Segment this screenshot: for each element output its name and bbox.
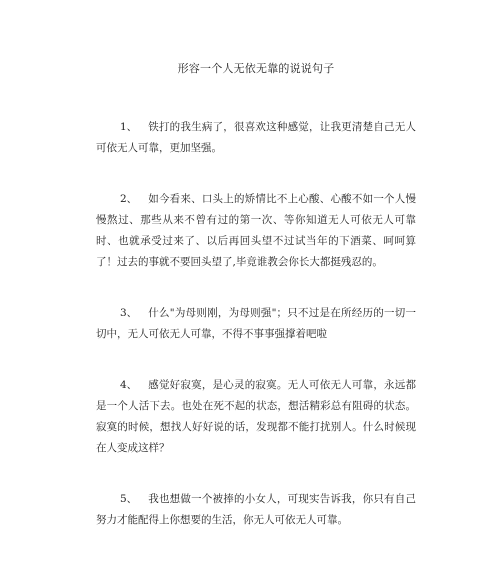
item-text: 什么"为母则刚，为母则强"；只不过是在所经历的一切一切中，无人可依无人可靠，不得不事事强撑着吧啦: [96, 307, 416, 340]
item-number: 5、: [120, 493, 138, 505]
list-item-4: [96, 375, 416, 459]
list-item-3: [96, 303, 416, 345]
list-item-2: [96, 189, 416, 273]
item-number: 1、: [120, 121, 138, 133]
list-item-5: [96, 489, 416, 531]
page-title: 形容一个人无依无靠的说说句子: [177, 62, 335, 75]
item-text: 我也想做一个被捧的小女人，可现实告诉我，你只有自己努力才能配得上你想要的生活，你无人可依无人可靠。: [96, 493, 416, 526]
item-number: 4、: [120, 379, 138, 391]
item-text: 铁打的我生病了，很喜欢这种感觉，让我更清楚自己无人可依无人可靠，更加坚强。: [96, 121, 416, 154]
list-item-1: [96, 117, 416, 159]
item-number: 3、: [120, 307, 138, 319]
item-text: 感觉好寂寞，是心灵的寂寞。无人可依无人可靠，永远都是一个人活下去。也处在死不起的状态，想活精彩总有阻碍的状态。寂寞的时候，想找人好好说的话，发现都不能打扰别人。什么时候现在人变成这样？: [96, 379, 416, 454]
item-number: 2、: [120, 193, 138, 205]
item-text: 如今看来、口头上的矫情比不上心酸、心酸不如一个人慢慢熬过、那些从来不曾有过的第一次、等你知道无人可依无人可靠时、也就承受过来了、以后再回头望不过试当年的下酒菜、呵呵算了！过去的事就不要回头望了,毕竟谁教会你长大都挺残忍的。: [96, 193, 416, 268]
